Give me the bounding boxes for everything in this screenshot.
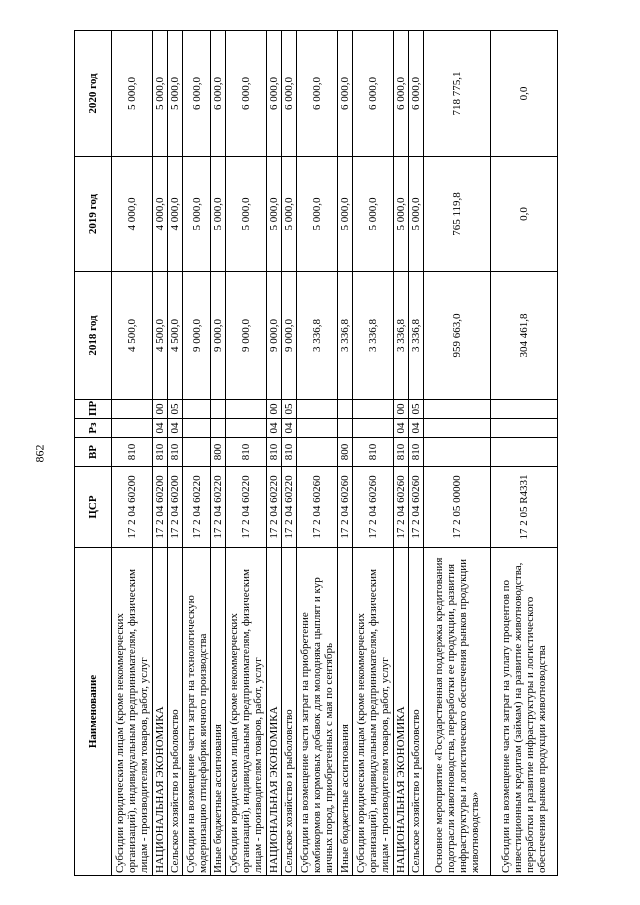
cell-name: Основное мероприятие «Государственная поддержка кредитования подотрасли животноводства, переработки ее продукции, развития инфраструктуры и логистического обеспечения рынков продукции животноводства»	[423, 547, 490, 875]
cell-rz	[210, 418, 225, 437]
cell-2020: 6 000,0	[281, 30, 296, 156]
table-row	[225, 30, 266, 875]
cell-2020: 5 000,0	[167, 30, 182, 156]
cell-pr	[337, 399, 352, 418]
cell-2019: 5 000,0	[337, 156, 352, 271]
cell-csr: 17 2 04 60260	[393, 466, 408, 547]
header-2019: 2019 год	[74, 156, 111, 271]
table-row	[337, 30, 352, 875]
cell-2019: 4 000,0	[111, 156, 152, 271]
cell-csr: 17 2 05 R4331	[490, 466, 557, 547]
cell-2019: 5 000,0	[182, 156, 210, 271]
cell-rz: 04	[152, 418, 167, 437]
cell-rz	[225, 418, 266, 437]
cell-2018: 4 500,0	[152, 271, 167, 399]
cell-2020: 6 000,0	[408, 30, 423, 156]
cell-2019: 0,0	[490, 156, 557, 271]
cell-2018: 304 461,8	[490, 271, 557, 399]
cell-2019: 5 000,0	[225, 156, 266, 271]
cell-2019: 5 000,0	[296, 156, 337, 271]
cell-2020: 6 000,0	[296, 30, 337, 156]
cell-csr: 17 2 04 60220	[182, 466, 210, 547]
cell-pr	[352, 399, 393, 418]
cell-pr	[111, 399, 152, 418]
cell-csr: 17 2 05 00000	[423, 466, 490, 547]
cell-2018: 3 336,8	[337, 271, 352, 399]
cell-2018: 4 500,0	[167, 271, 182, 399]
cell-rz	[111, 418, 152, 437]
cell-pr: 00	[152, 399, 167, 418]
cell-2019: 5 000,0	[281, 156, 296, 271]
cell-csr: 17 2 04 60200	[111, 466, 152, 547]
cell-pr: 05	[408, 399, 423, 418]
cell-vr	[423, 437, 490, 466]
cell-name: Иные бюджетные ассигнования	[337, 547, 352, 875]
cell-2019: 5 000,0	[266, 156, 281, 271]
cell-csr: 17 2 04 60200	[152, 466, 167, 547]
cell-2020: 5 000,0	[111, 30, 152, 156]
cell-pr: 05	[167, 399, 182, 418]
cell-2018: 3 336,8	[352, 271, 393, 399]
cell-rz	[182, 418, 210, 437]
cell-2018: 3 336,8	[296, 271, 337, 399]
cell-2019: 5 000,0	[408, 156, 423, 271]
table-body	[111, 30, 557, 875]
cell-pr: 00	[393, 399, 408, 418]
cell-pr: 00	[266, 399, 281, 418]
cell-vr: 810	[152, 437, 167, 466]
cell-name: НАЦИОНАЛЬНАЯ ЭКОНОМИКА	[393, 547, 408, 875]
cell-2020: 718 775,1	[423, 30, 490, 156]
cell-rz	[296, 418, 337, 437]
cell-2019: 4 000,0	[152, 156, 167, 271]
cell-2020: 0,0	[490, 30, 557, 156]
cell-vr	[490, 437, 557, 466]
cell-csr: 17 2 04 60220	[225, 466, 266, 547]
cell-vr	[182, 437, 210, 466]
table-row	[167, 30, 182, 875]
cell-rz: 04	[167, 418, 182, 437]
header-2020: 2020 год	[74, 30, 111, 156]
cell-2018: 9 000,0	[266, 271, 281, 399]
cell-vr	[296, 437, 337, 466]
cell-2020: 6 000,0	[266, 30, 281, 156]
cell-name: Сельское хозяйство и рыболовство	[167, 547, 182, 875]
page-number: 862	[32, 444, 47, 463]
table-row	[152, 30, 167, 875]
cell-2018: 9 000,0	[182, 271, 210, 399]
cell-2020: 6 000,0	[225, 30, 266, 156]
cell-pr	[423, 399, 490, 418]
cell-name: Иные бюджетные ассигнования	[210, 547, 225, 875]
header-2018: 2018 год	[74, 271, 111, 399]
cell-rz	[490, 418, 557, 437]
cell-2020: 6 000,0	[393, 30, 408, 156]
cell-pr	[296, 399, 337, 418]
cell-rz: 04	[281, 418, 296, 437]
cell-2018: 3 336,8	[393, 271, 408, 399]
header-rz: Рз	[74, 418, 111, 437]
cell-2020: 6 000,0	[337, 30, 352, 156]
cell-pr	[210, 399, 225, 418]
table-row	[423, 30, 490, 875]
header-pr: ПР	[74, 399, 111, 418]
cell-csr: 17 2 04 60200	[167, 466, 182, 547]
cell-name: Сельское хозяйство и рыболовство	[408, 547, 423, 875]
table-row	[408, 30, 423, 875]
table-row	[210, 30, 225, 875]
cell-2020: 6 000,0	[352, 30, 393, 156]
cell-vr: 810	[408, 437, 423, 466]
table-header-row	[74, 30, 111, 875]
cell-2020: 5 000,0	[152, 30, 167, 156]
cell-name: Субсидии юридическим лицам (кроме некоммерческих организаций), индивидуальным предпринимателям, физическим лицам - производителям товаров, работ, услуг	[225, 547, 266, 875]
cell-pr	[490, 399, 557, 418]
cell-vr: 800	[210, 437, 225, 466]
header-name: Наименование	[74, 547, 111, 875]
cell-vr: 810	[111, 437, 152, 466]
cell-vr: 810	[266, 437, 281, 466]
cell-name: Сельское хозяйство и рыболовство	[281, 547, 296, 875]
cell-name: НАЦИОНАЛЬНАЯ ЭКОНОМИКА	[266, 547, 281, 875]
rotated-page-content	[74, 31, 589, 876]
table-row	[111, 30, 152, 875]
cell-2018: 9 000,0	[281, 271, 296, 399]
table-row	[352, 30, 393, 875]
cell-vr: 810	[393, 437, 408, 466]
cell-csr: 17 2 04 60220	[281, 466, 296, 547]
cell-name: Субсидии на возмещение части затрат на технологическую модернизацию птицефабрик яичного производства	[182, 547, 210, 875]
cell-name: Субсидии юридическим лицам (кроме некоммерческих организаций), индивидуальным предпринимателям, физическим лицам - производителям товаров, работ, услуг	[111, 547, 152, 875]
cell-pr: 05	[281, 399, 296, 418]
cell-name: Субсидии на возмещение части затрат на уплату процентов по инвестиционным кредитам (займам) на развитие животноводства, переработки и развитие инфраструктуры и логистического обеспечения рынков продукции животноводства	[490, 547, 557, 875]
cell-2019: 5 000,0	[393, 156, 408, 271]
cell-2020: 6 000,0	[182, 30, 210, 156]
cell-vr: 810	[352, 437, 393, 466]
cell-csr: 17 2 04 60220	[266, 466, 281, 547]
cell-csr: 17 2 04 60260	[408, 466, 423, 547]
table-row	[393, 30, 408, 875]
cell-rz: 04	[408, 418, 423, 437]
cell-name: НАЦИОНАЛЬНАЯ ЭКОНОМИКА	[152, 547, 167, 875]
cell-2018: 9 000,0	[210, 271, 225, 399]
cell-name: Субсидии на возмещение части затрат на приобретение комбикормов и кормовых добавок для молодняка цыплят и кур яичных пород, приобретенных с мая по сентябрь	[296, 547, 337, 875]
table-row	[490, 30, 557, 875]
table-row	[281, 30, 296, 875]
cell-2019: 765 119,8	[423, 156, 490, 271]
header-csr: ЦСР	[74, 466, 111, 547]
cell-vr: 810	[167, 437, 182, 466]
cell-rz	[423, 418, 490, 437]
cell-rz	[337, 418, 352, 437]
cell-vr: 800	[337, 437, 352, 466]
cell-vr: 810	[225, 437, 266, 466]
cell-pr	[182, 399, 210, 418]
cell-rz: 04	[266, 418, 281, 437]
cell-vr: 810	[281, 437, 296, 466]
cell-csr: 17 2 04 60220	[210, 466, 225, 547]
table-row	[182, 30, 210, 875]
cell-csr: 17 2 04 60260	[337, 466, 352, 547]
cell-2019: 4 000,0	[167, 156, 182, 271]
budget-table	[74, 30, 558, 876]
table-header	[74, 30, 111, 875]
cell-2018: 9 000,0	[225, 271, 266, 399]
cell-csr: 17 2 04 60260	[352, 466, 393, 547]
cell-2018: 4 500,0	[111, 271, 152, 399]
cell-rz: 04	[393, 418, 408, 437]
cell-csr: 17 2 04 60260	[296, 466, 337, 547]
cell-name: Субсидии юридическим лицам (кроме некоммерческих организаций), индивидуальным предпринимателям, физическим лицам - производителям товаров, работ, услуг	[352, 547, 393, 875]
cell-2018: 3 336,8	[408, 271, 423, 399]
table-row	[296, 30, 337, 875]
cell-2020: 6 000,0	[210, 30, 225, 156]
cell-2019: 5 000,0	[352, 156, 393, 271]
cell-pr	[225, 399, 266, 418]
cell-2019: 5 000,0	[210, 156, 225, 271]
table-row	[266, 30, 281, 875]
cell-2018: 959 663,0	[423, 271, 490, 399]
cell-rz	[352, 418, 393, 437]
header-vr: ВР	[74, 437, 111, 466]
